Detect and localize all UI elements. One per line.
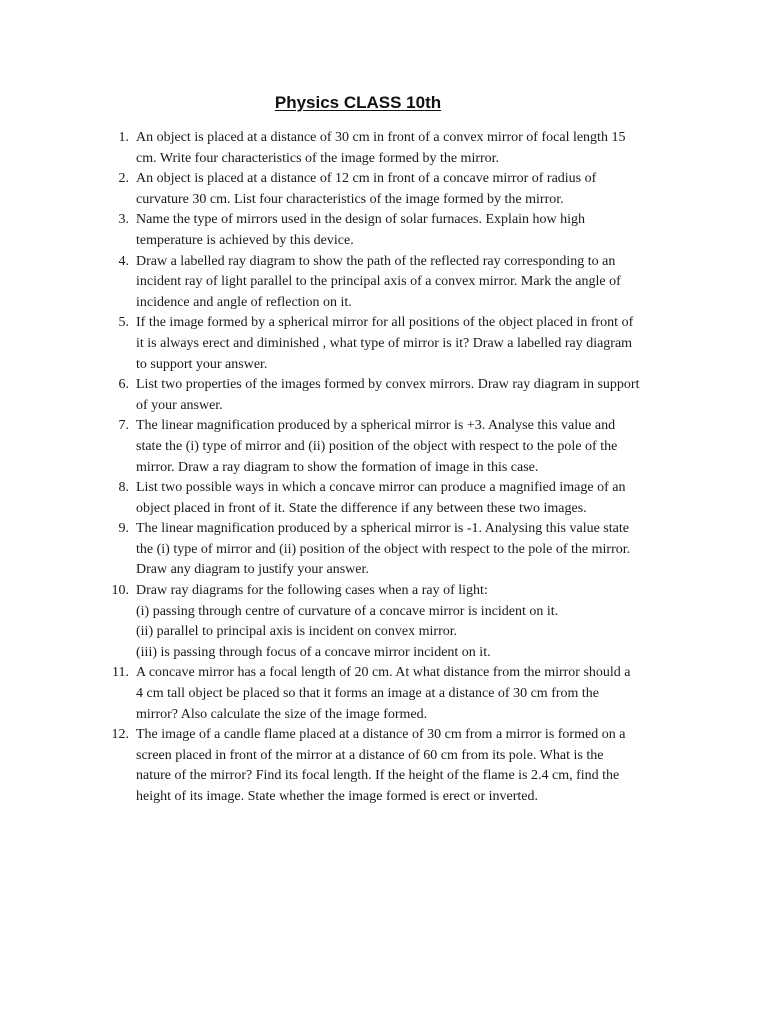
- question-text-line: mirror? Also calculate the size of the image formed.: [136, 706, 428, 722]
- question-text-line: incident ray of light parallel to the principal axis of a convex mirror. Mark the angle of: [136, 274, 621, 290]
- question-number: 9.: [118, 521, 129, 537]
- question-text-line: to support your answer.: [136, 356, 268, 372]
- question-text-line: height of its image. State whether the image formed is erect or inverted.: [136, 789, 538, 804]
- question-item: [105, 169, 685, 210]
- question-text-line: object placed in front of it. State the difference if any between these two images.: [136, 500, 587, 516]
- question-number: 8.: [118, 480, 129, 496]
- question-number: 2.: [118, 171, 129, 187]
- question-number: 11.: [112, 665, 129, 681]
- question-item: [105, 252, 685, 314]
- question-item: [105, 663, 685, 725]
- question-text-line: Draw ray diagrams for the following cases when a ray of light:: [136, 583, 488, 599]
- question-text-line: Draw a labelled ray diagram to show the path of the reflected ray corresponding to an: [136, 253, 616, 269]
- question-text-line: If the image formed by a spherical mirror for all positions of the object placed in front of: [136, 315, 634, 331]
- question-text-line: Draw any diagram to justify your answer.: [136, 562, 369, 578]
- question-text-line: 4 cm tall object be placed so that it forms an image at a distance of 30 cm from the: [136, 686, 600, 702]
- question-item: [105, 210, 685, 251]
- question-item: [105, 313, 685, 375]
- question-number: 5.: [118, 315, 129, 331]
- question-item: [105, 128, 685, 169]
- question-text-line: The linear magnification produced by a spherical mirror is +3. Analyse this value and: [136, 418, 616, 434]
- question-text-line: state the (i) type of mirror and (ii) position of the object with respect to the pole of the: [136, 438, 618, 454]
- question-text-line: curvature 30 cm. List four characteristics of the image formed by the mirror.: [136, 191, 564, 207]
- question-item: [105, 725, 685, 807]
- question-text-line: incidence and angle of reflection on it.: [136, 294, 352, 310]
- question-text-line: (ii) parallel to principal axis is incident on convex mirror.: [136, 624, 458, 640]
- question-text-line: (iii) is passing through focus of a concave mirror incident on it.: [136, 644, 491, 660]
- question-item: [105, 375, 685, 416]
- question-number: 6.: [118, 377, 129, 393]
- question-text-line: An object is placed at a distance of 12 cm in front of a concave mirror of radius of: [136, 171, 597, 187]
- question-text-line: The linear magnification produced by a spherical mirror is -1. Analysing this value state: [136, 521, 629, 537]
- question-number: 3.: [118, 212, 129, 228]
- question-text-line: Name the type of mirrors used in the design of solar furnaces. Explain how high: [136, 212, 586, 228]
- question-number: 4.: [118, 253, 129, 269]
- question-list: [105, 128, 685, 808]
- question-number: 7.: [118, 418, 129, 434]
- page-title: Physics CLASS 10th: [274, 93, 442, 112]
- question-item: [105, 519, 685, 581]
- question-number: 10.: [111, 583, 129, 599]
- question-text-line: nature of the mirror? Find its focal length. If the height of the flame is 2.4 cm, find the: [136, 768, 620, 784]
- question-text-line: it is always erect and diminished , what type of mirror is it? Draw a labelled ray diagram: [136, 335, 633, 351]
- question-text-line: An object is placed at a distance of 30 cm in front of a convex mirror of focal length 15: [136, 130, 626, 145]
- question-item: [105, 478, 685, 519]
- question-item: [105, 581, 685, 663]
- question-item: [105, 416, 685, 478]
- question-text-line: A concave mirror has a focal length of 20 cm. At what distance from the mirror should a: [136, 665, 631, 681]
- question-number: 12.: [111, 727, 129, 743]
- question-text-line: List two properties of the images formed by convex mirrors. Draw ray diagram in support: [136, 377, 640, 393]
- question-text-line: List two possible ways in which a concave mirror can produce a magnified image of an: [136, 480, 626, 496]
- question-text-line: temperature is achieved by this device.: [136, 232, 354, 248]
- question-text-line: screen placed in front of the mirror at a distance of 60 cm from its pole. What is the: [136, 747, 604, 763]
- question-text-line: of your answer.: [136, 397, 223, 413]
- question-text-line: The image of a candle flame placed at a distance of 30 cm from a mirror is formed on a: [136, 727, 626, 743]
- question-text-line: mirror. Draw a ray diagram to show the formation of image in this case.: [136, 459, 539, 475]
- question-text-line: the (i) type of mirror and (ii) position of the object with respect to the pole of the mirror.: [136, 541, 631, 557]
- question-text-line: (i) passing through centre of curvature of a concave mirror is incident on it.: [136, 603, 559, 619]
- question-number: 1.: [118, 130, 129, 145]
- question-text-line: cm. Write four characteristics of the image formed by the mirror.: [136, 150, 500, 166]
